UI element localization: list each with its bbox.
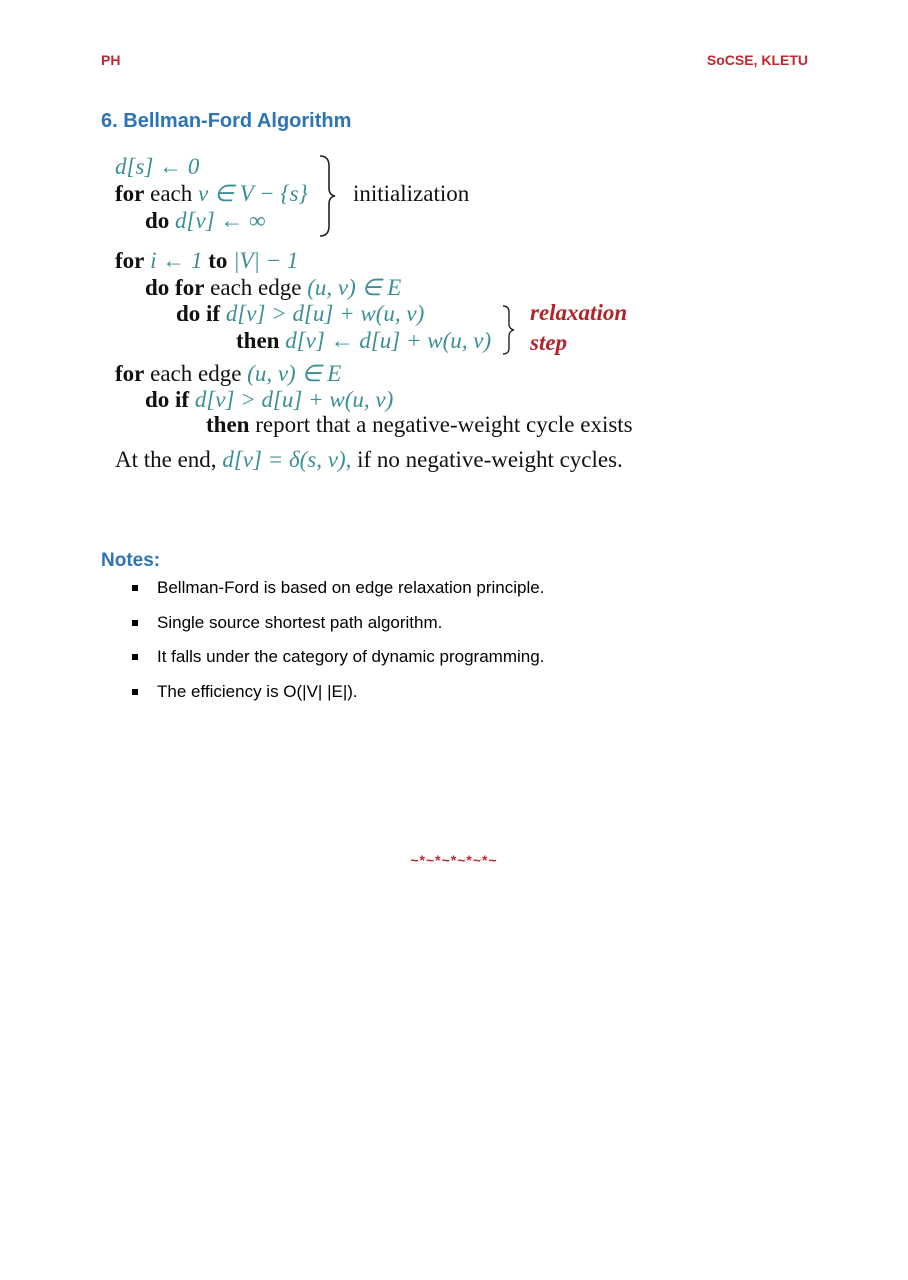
code-text: each (150, 181, 193, 206)
keyword: do (145, 208, 170, 233)
code-math: i ← 1 (150, 248, 203, 273)
init-label: initialization (353, 181, 470, 206)
section-title-text: Bellman-Ford Algorithm (123, 110, 352, 132)
code-line-5 (145, 275, 401, 301)
init-source: d[s] ← 0 (115, 154, 200, 179)
keyword: then (206, 412, 250, 437)
header-left: PH (101, 52, 121, 68)
step-label: step (530, 330, 568, 355)
code-math: v ∈ V − {s} (198, 181, 308, 206)
code-math: d[v] > d[u] + w(u, v) (225, 301, 425, 326)
code-math: d[v] ← ∞ (175, 208, 266, 233)
relax-brace-icon (499, 304, 525, 356)
keyword: to (208, 248, 228, 273)
code-line-8 (115, 361, 341, 387)
code-text: each edge (210, 275, 302, 300)
keyword: do if (145, 387, 190, 412)
code-math: d[v] > d[u] + w(u, v) (194, 387, 394, 412)
code-math: d[v] ← d[u] + w(u, v) (285, 328, 492, 353)
code-math: (u, v) ∈ E (247, 361, 342, 386)
notes-list (130, 577, 544, 715)
list-item: The efficiency is O(|V| |E|). (130, 681, 544, 716)
code-line-4 (115, 248, 298, 274)
pseudocode-figure (115, 154, 675, 484)
code-math: d[v] = δ(s, v), (222, 447, 352, 472)
code-line-7 (236, 328, 491, 354)
relaxation-label: relaxation (530, 300, 628, 325)
keyword: then (236, 328, 280, 353)
header-right: SoCSE, KLETU (706, 52, 808, 68)
keyword: for (115, 361, 145, 386)
keyword: do if (176, 301, 221, 326)
end-separator: ~*~*~*~*~*~ (410, 852, 498, 868)
code-line-2 (115, 181, 308, 207)
code-text: report that a negative-weight cycle exists (255, 412, 633, 437)
keyword: for (115, 181, 145, 206)
list-item: It falls under the category of dynamic programming. (130, 646, 544, 681)
code-text: each edge (150, 361, 242, 386)
code-text: if no negative-weight cycles. (357, 447, 623, 472)
notes-heading: Notes: (101, 550, 161, 571)
code-line-10 (206, 412, 633, 438)
code-line-6 (176, 301, 424, 327)
keyword: do for (145, 275, 205, 300)
code-line-1 (115, 154, 199, 180)
keyword: for (115, 248, 145, 273)
code-line-11 (115, 447, 623, 473)
init-brace-icon (315, 154, 345, 238)
code-text: At the end, (115, 447, 217, 472)
code-line-3 (145, 208, 266, 234)
code-line-9 (145, 387, 393, 413)
section-number: 6. (101, 110, 118, 132)
list-item: Bellman-Ford is based on edge relaxation principle. (130, 577, 544, 612)
section-title (101, 110, 351, 133)
code-math: |V| − 1 (233, 248, 299, 273)
code-math: (u, v) ∈ E (307, 275, 402, 300)
list-item: Single source shortest path algorithm. (130, 612, 544, 647)
